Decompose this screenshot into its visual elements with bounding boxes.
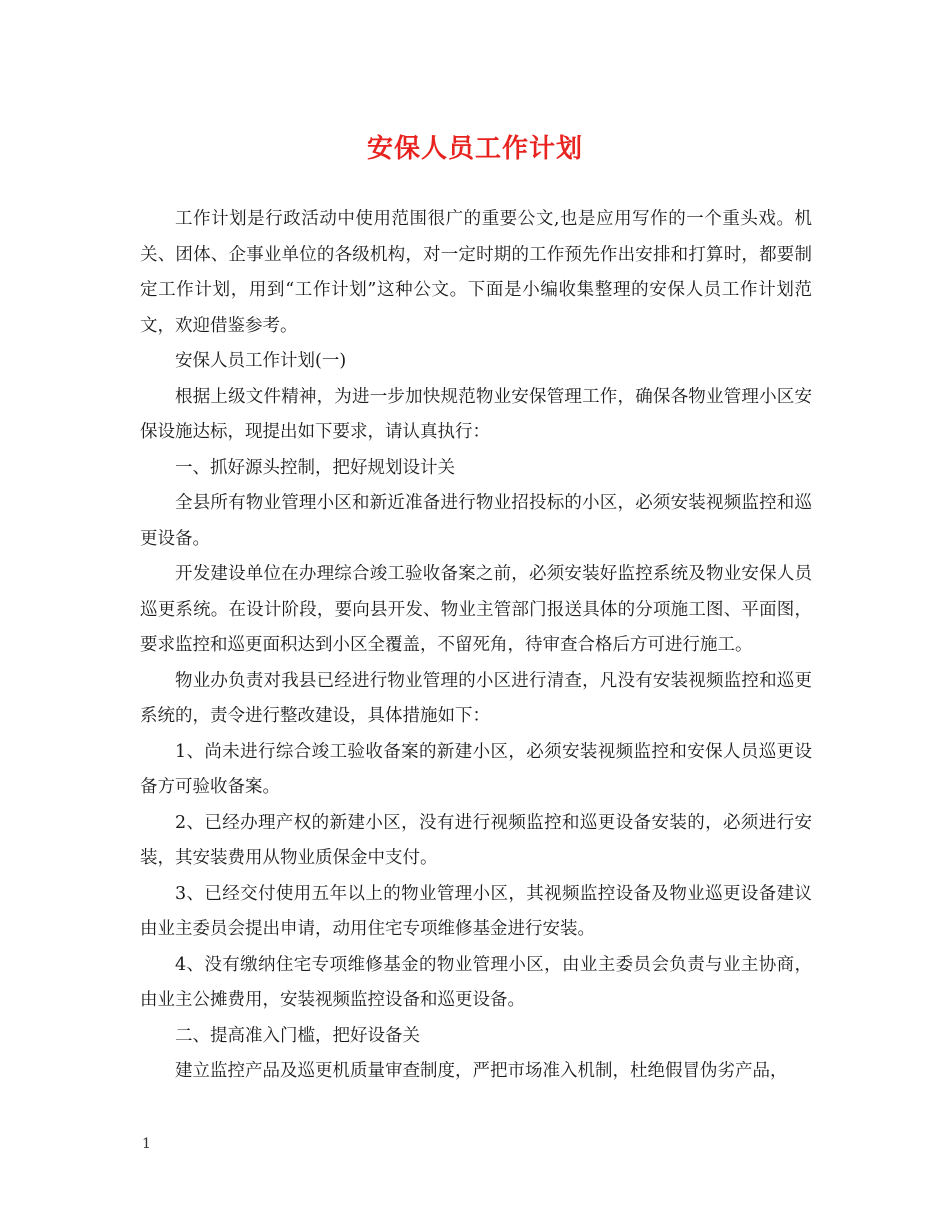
paragraph-list-item: 1、尚未进行综合竣工验收备案的新建小区，必须安装视频监控和安保人员巡更设备方可验收备案。 <box>140 741 812 797</box>
paragraph-section-title: 安保人员工作计划(一) <box>175 351 347 371</box>
paragraph-heading: 一、抓好源头控制，把好规划设计关 <box>175 457 455 478</box>
paragraph-list-item: 4、没有缴纳住宅专项维修基金的物业管理小区，由业主委员会负责与业主协商，由业主公摊费用，安装视频监控设备和巡更设备。 <box>140 954 812 1010</box>
paragraph-list-item: 2、已经办理产权的新建小区，没有进行视频监控和巡更设备安装的，必须进行安装，其安装费用从物业质保金中支付。 <box>140 812 812 868</box>
document-body <box>140 202 812 1090</box>
paragraph: 根据上级文件精神，为进一步加快规范物业安保管理工作，确保各物业管理小区安保设施达标，现提出如下要求，请认真执行： <box>140 386 812 442</box>
paragraph-heading: 二、提高准入门槛，把好设备关 <box>175 1025 420 1046</box>
paragraph-list-item: 3、已经交付使用五年以上的物业管理小区，其视频监控设备及物业巡更设备建议由业主委员会提出申请，动用住宅专项维修基金进行安装。 <box>140 883 812 939</box>
paragraph: 物业办负责对我县已经进行物业管理的小区进行清查，凡没有安装视频监控和巡更系统的，责令进行整改建设，具体措施如下： <box>140 670 812 726</box>
paragraph: 建立监控产品及巡更机质量审查制度，严把市场准入机制，杜绝假冒伪劣产品， <box>175 1061 788 1081</box>
page-number: 1 <box>142 1136 151 1152</box>
paragraph: 全县所有物业管理小区和新近准备进行物业招投标的小区，必须安装视频监控和巡更设备。 <box>140 493 812 549</box>
paragraph: 开发建设单位在办理综合竣工验收备案之前，必须安装好监控系统及物业安保人员巡更系统。在设计阶段，要向县开发、物业主管部门报送具体的分项施工图、平面图，要求监控和巡更面积达到小区全覆盖，不留死角，待审查合格后方可进行施工。 <box>140 564 812 655</box>
document-title: 安保人员工作计划 <box>366 134 583 164</box>
paragraph-intro: 工作计划是行政活动中使用范围很广的重要公文,也是应用写作的一个重头戏。机关、团体、企事业单位的各级机构，对一定时期的工作预先作出安排和打算时，都要制定工作计划，用到“工作计划”这种公文。下面是小编收集整理的安保人员工作计划范文，欢迎借鉴参考。 <box>140 209 812 336</box>
